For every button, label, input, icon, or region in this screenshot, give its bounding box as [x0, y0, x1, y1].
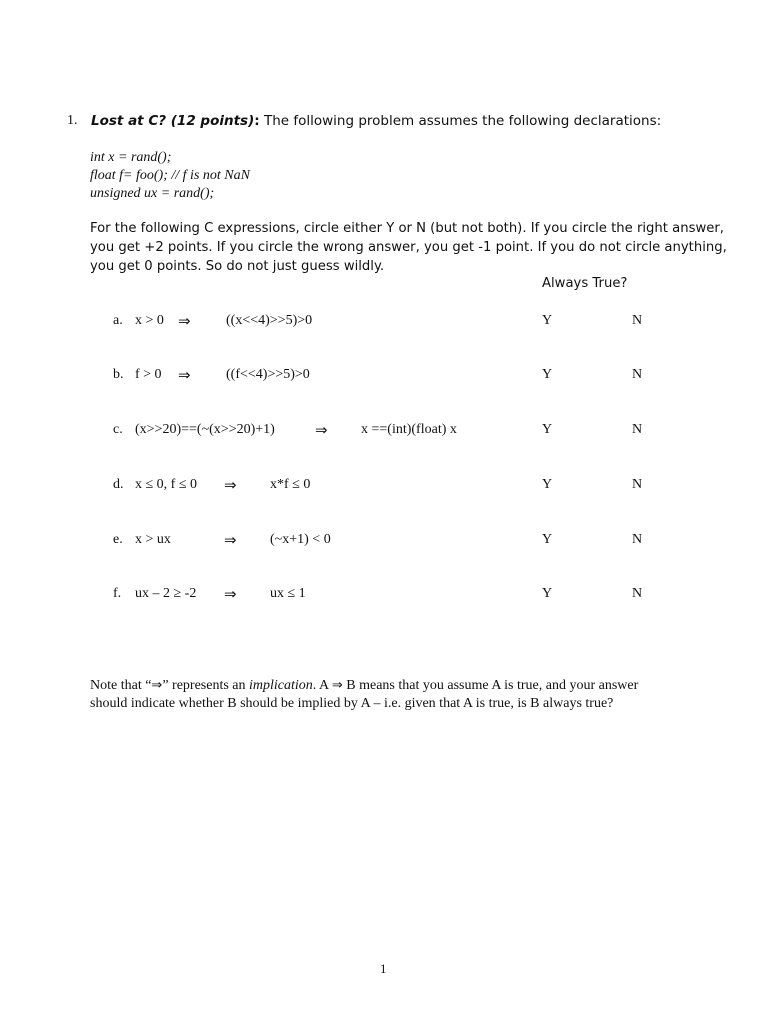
implies-arrow-icon: ⇒ — [224, 476, 237, 494]
page-number: 1 — [380, 961, 387, 976]
row-premise: (x>>20)==(~(x>>20)+1) — [135, 422, 275, 437]
answer-y[interactable]: Y — [542, 367, 553, 382]
instructions-line: For the following C expressions, circle either Y or N (but not both). If you circle the right answer, — [90, 221, 724, 236]
row-premise: f > 0 — [135, 367, 162, 382]
note-text: ” represents an — [162, 678, 250, 693]
answer-y[interactable]: Y — [542, 532, 553, 547]
answer-y[interactable]: Y — [542, 586, 553, 601]
row-premise: x ≤ 0, f ≤ 0 — [135, 477, 198, 492]
answer-n[interactable]: N — [632, 586, 643, 601]
implies-arrow-icon: ⇒ — [331, 678, 343, 693]
row-conclusion: ((f<<4)>>5)>0 — [226, 367, 310, 382]
declaration: float f= foo(); // f is not NaN — [90, 168, 250, 183]
implication-note — [90, 677, 638, 695]
implies-arrow-icon: ⇒ — [315, 421, 328, 439]
row-conclusion: x*f ≤ 0 — [270, 477, 311, 492]
row-premise: ux – 2 ≥ -2 — [135, 586, 197, 601]
note-text: B means that you assume A is true, and your answer — [342, 678, 639, 693]
question-title: Lost at C? (12 points) — [91, 113, 255, 129]
row-conclusion: (~x+1) < 0 — [270, 532, 331, 547]
always-true-header: Always True? — [542, 276, 628, 291]
answer-y[interactable]: Y — [542, 422, 553, 437]
row-premise: x > ux — [135, 532, 171, 547]
declaration: unsigned ux = rand(); — [90, 186, 215, 201]
answer-y[interactable]: Y — [542, 313, 553, 328]
note-text: . A — [312, 678, 332, 693]
row-label: e. — [113, 532, 123, 547]
question-number: 1. — [67, 113, 78, 128]
question-title-colon: : — [254, 113, 260, 129]
note-emphasis: implication — [249, 678, 313, 693]
row-premise: x > 0 — [135, 313, 164, 328]
row-conclusion: ((x<<4)>>5)>0 — [226, 313, 313, 328]
answer-n[interactable]: N — [632, 367, 643, 382]
instructions-line: you get 0 points. So do not just guess wildly. — [90, 259, 385, 274]
answer-n[interactable]: N — [632, 422, 643, 437]
answer-n[interactable]: N — [632, 477, 643, 492]
instructions-line: you get +2 points. If you circle the wrong answer, you get -1 point. If you do not circle anything, — [90, 240, 727, 255]
question-heading — [91, 113, 661, 129]
answer-n[interactable]: N — [632, 532, 643, 547]
row-label: f. — [113, 586, 122, 601]
implies-arrow-icon: ⇒ — [178, 312, 191, 330]
note-text: Note that “ — [90, 678, 152, 693]
implication-note-line2: should indicate whether B should be implied by A – i.e. given that A is true, is B always true? — [90, 696, 614, 711]
row-conclusion: x ==(int)(float) x — [361, 422, 457, 437]
question-intro: The following problem assumes the following declarations: — [259, 113, 662, 129]
implies-arrow-icon: ⇒ — [151, 678, 163, 693]
implies-arrow-icon: ⇒ — [178, 366, 191, 384]
row-conclusion: ux ≤ 1 — [270, 586, 306, 601]
row-label: c. — [113, 422, 123, 437]
answer-n[interactable]: N — [632, 313, 643, 328]
row-label: b. — [113, 367, 124, 382]
implies-arrow-icon: ⇒ — [224, 585, 237, 603]
row-label: a. — [113, 313, 123, 328]
declaration: int x = rand(); — [90, 150, 172, 165]
row-label: d. — [113, 477, 124, 492]
answer-y[interactable]: Y — [542, 477, 553, 492]
implies-arrow-icon: ⇒ — [224, 531, 237, 549]
